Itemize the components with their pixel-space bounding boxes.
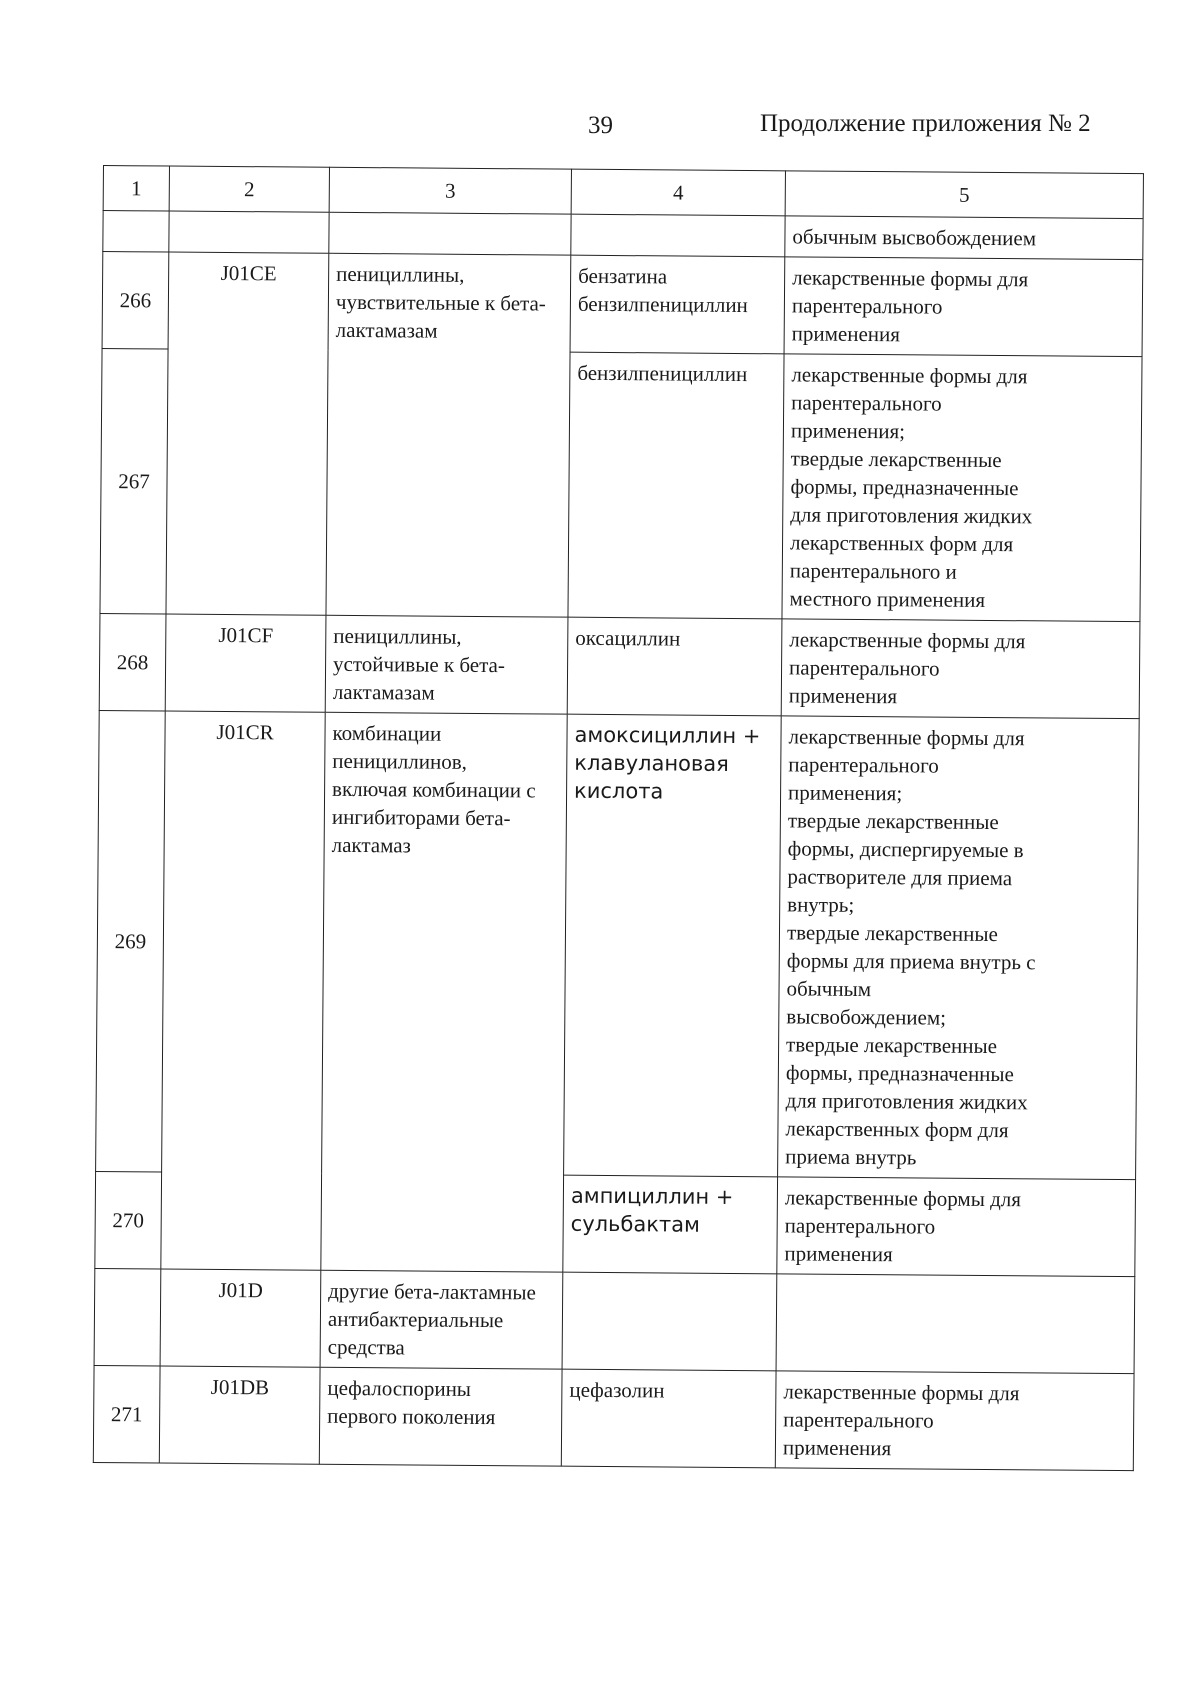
drug-name: ампициллин + сульбактам [563, 1175, 778, 1274]
row-number [94, 1268, 161, 1366]
atc-code [169, 211, 329, 253]
drug-name [571, 214, 785, 257]
table-row [96, 710, 1140, 1179]
page-number: 39 [588, 112, 613, 139]
dosage-form: лекарственные формы для парентерального применения [775, 1371, 1134, 1471]
dosage-form: обычным высвобождением [785, 216, 1143, 260]
atc-code: J01CR [161, 711, 325, 1270]
row-number: 267 [100, 348, 168, 614]
drug-name: оксациллин [567, 617, 782, 716]
table-row [93, 1365, 1134, 1470]
row-number [103, 211, 169, 253]
atc-code: J01CF [165, 614, 326, 712]
drug-name: амоксициллин + клавулановая кислота [564, 714, 782, 1177]
drug-name: бензатина бензилпенициллин [570, 255, 785, 354]
dosage-form: лекарственные формы для парентерального применения [781, 619, 1140, 719]
row-number: 271 [93, 1365, 160, 1463]
atc-code: J01DB [159, 1366, 320, 1464]
table-header-row [103, 166, 1143, 219]
table-row [94, 1268, 1135, 1373]
group-name: пенициллины, чувствительные к бета- лактамазам [326, 253, 571, 617]
column-header: 1 [103, 166, 169, 212]
group-name: комбинации пенициллинов, включая комбинации с ингибиторами бета- лактамаз [321, 712, 567, 1272]
column-header: 4 [571, 169, 785, 216]
row-number: 268 [99, 613, 166, 711]
dosage-form: лекарственные формы для парентерального применения [777, 1177, 1136, 1277]
table-row [99, 613, 1140, 718]
drug-name: бензилпенициллин [568, 352, 784, 619]
column-header: 3 [329, 167, 571, 214]
row-number: 269 [96, 710, 166, 1172]
group-name: пенициллины, устойчивые к бета- лактамазам [325, 615, 568, 714]
dosage-form: лекарственные формы для парентерального применения [784, 257, 1143, 357]
group-name: цефалоспорины первого поколения [319, 1367, 562, 1466]
dosage-form: лекарственные формы для парентерального применения; твердые лекарственные формы, предназначенные для приготовления жидких лекарственных форм для парентерального и местного применения [782, 354, 1142, 622]
atc-code: J01D [160, 1269, 321, 1367]
row-number: 270 [95, 1171, 162, 1269]
drug-table [93, 165, 1144, 1471]
page-header-title: Продолжение приложения № 2 [760, 110, 1091, 137]
row-number: 266 [102, 252, 169, 350]
group-name: другие бета-лактамные антибактериальные средства [320, 1270, 563, 1369]
drug-name: цефазолин [561, 1369, 776, 1468]
drug-name [562, 1272, 777, 1371]
group-name [329, 212, 571, 255]
column-header: 5 [785, 171, 1143, 219]
dosage-form [776, 1274, 1135, 1374]
table-row [102, 252, 1143, 357]
column-header: 2 [169, 166, 329, 212]
dosage-form: лекарственные формы для парентерального применения; твердые лекарственные формы, диспергируемые в растворителе для приема внутрь; твердые лекарственные формы для приема внутрь с обычным высвобождением; твердые лекарственные формы, предназначенные для приготовления жидких лекарственных форм для приема внутрь [778, 716, 1140, 1180]
atc-code: J01CE [166, 252, 329, 615]
